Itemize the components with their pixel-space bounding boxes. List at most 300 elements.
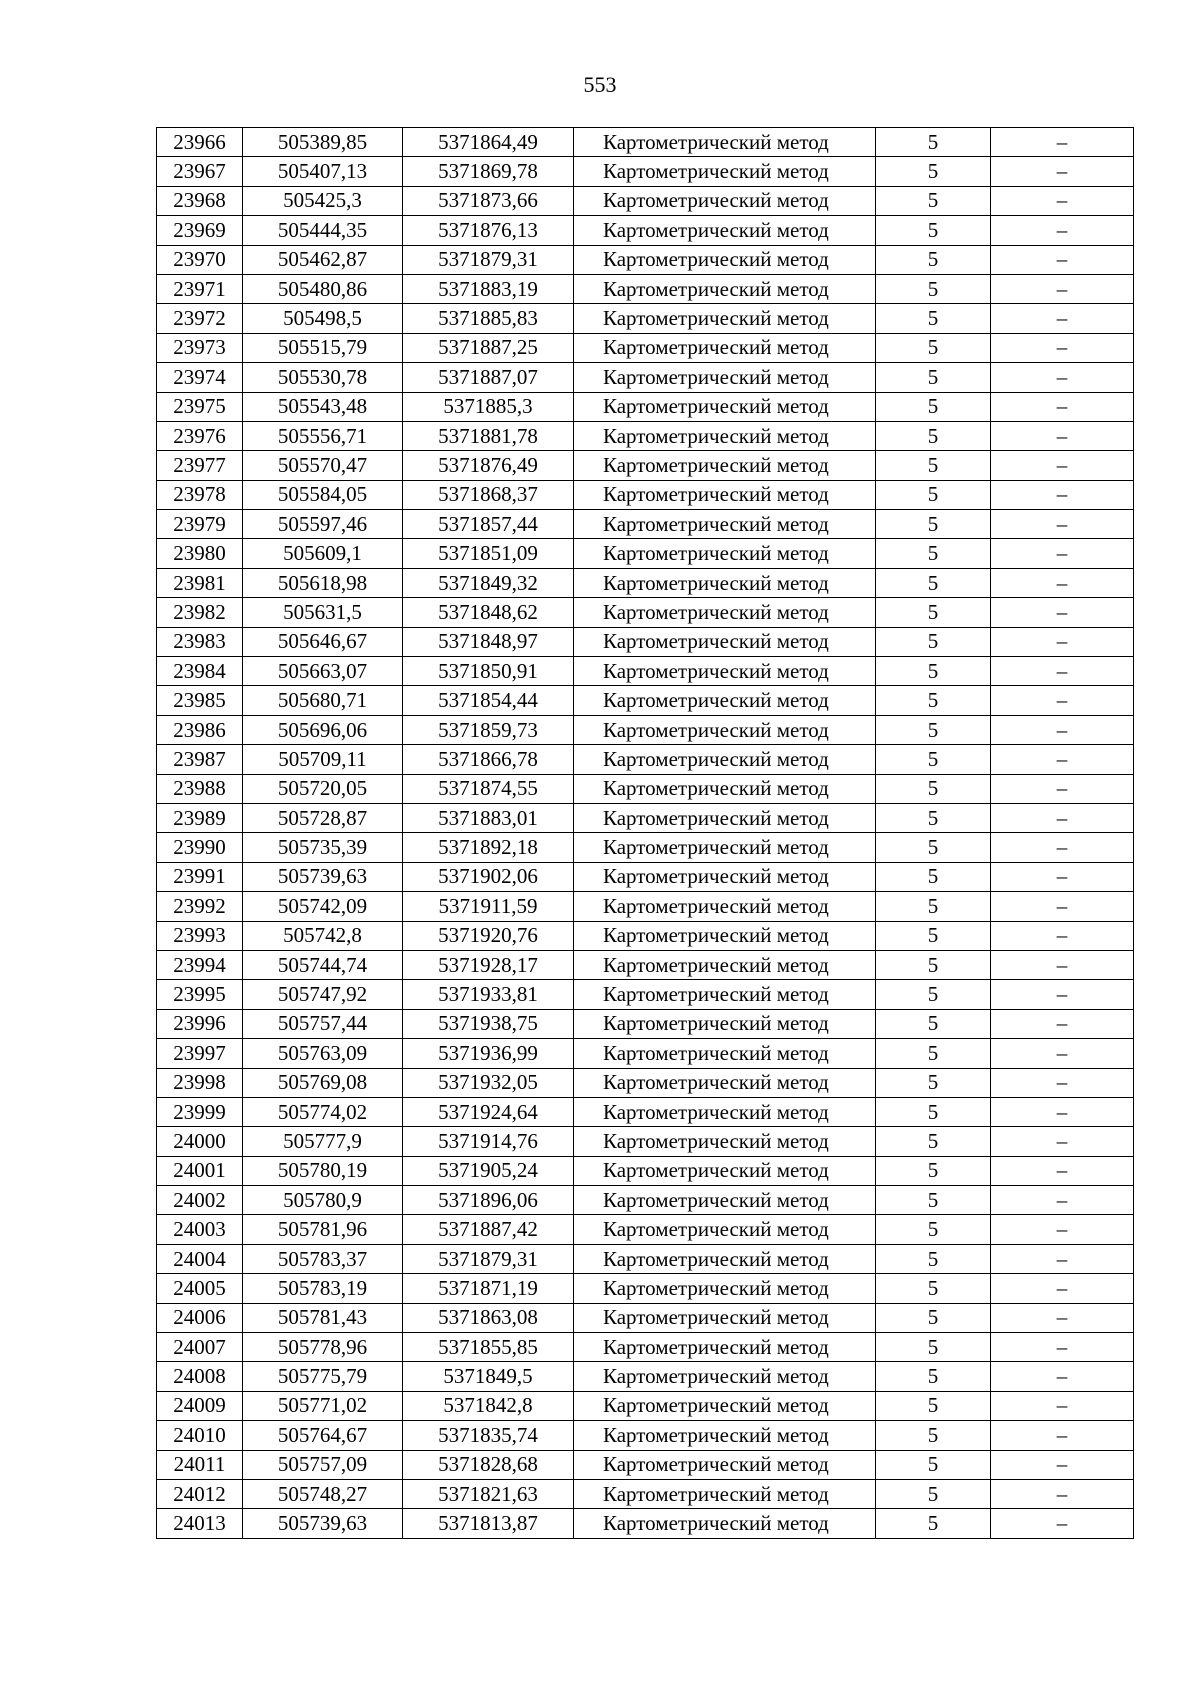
accuracy-cell: 5 [876, 627, 991, 656]
method-cell: Картометрический метод [574, 1186, 876, 1215]
description-cell: – [991, 333, 1134, 362]
x-coordinate-cell: 505783,37 [243, 1244, 403, 1273]
table-row [157, 1186, 1134, 1215]
accuracy-cell: 5 [876, 451, 991, 480]
description-cell: – [991, 1097, 1134, 1126]
point-number-cell: 24012 [157, 1479, 243, 1508]
table-row [157, 862, 1134, 891]
x-coordinate-cell: 505742,09 [243, 892, 403, 921]
x-coordinate-cell: 505771,02 [243, 1391, 403, 1420]
x-coordinate-cell: 505777,9 [243, 1127, 403, 1156]
accuracy-cell: 5 [876, 715, 991, 744]
point-number-cell: 23966 [157, 128, 243, 157]
description-cell: – [991, 480, 1134, 509]
x-coordinate-cell: 505739,63 [243, 862, 403, 891]
table-row [157, 1156, 1134, 1185]
table-row [157, 1215, 1134, 1244]
y-coordinate-cell: 5371887,07 [403, 363, 574, 392]
description-cell: – [991, 1362, 1134, 1391]
description-cell: – [991, 627, 1134, 656]
description-cell: – [991, 980, 1134, 1009]
point-number-cell: 24006 [157, 1303, 243, 1332]
method-cell: Картометрический метод [574, 1391, 876, 1420]
point-number-cell: 24000 [157, 1127, 243, 1156]
point-number-cell: 23980 [157, 539, 243, 568]
method-cell: Картометрический метод [574, 1333, 876, 1362]
description-cell: – [991, 568, 1134, 597]
point-number-cell: 23996 [157, 1009, 243, 1038]
point-number-cell: 24004 [157, 1244, 243, 1273]
y-coordinate-cell: 5371883,19 [403, 274, 574, 303]
accuracy-cell: 5 [876, 128, 991, 157]
y-coordinate-cell: 5371873,66 [403, 186, 574, 215]
point-number-cell: 23982 [157, 598, 243, 627]
method-cell: Картометрический метод [574, 1156, 876, 1185]
x-coordinate-cell: 505631,5 [243, 598, 403, 627]
description-cell: – [991, 686, 1134, 715]
method-cell: Картометрический метод [574, 1421, 876, 1450]
point-number-cell: 23991 [157, 862, 243, 891]
point-number-cell: 23990 [157, 833, 243, 862]
point-number-cell: 23979 [157, 510, 243, 539]
table-row [157, 598, 1134, 627]
accuracy-cell: 5 [876, 774, 991, 803]
x-coordinate-cell: 505748,27 [243, 1479, 403, 1508]
accuracy-cell: 5 [876, 598, 991, 627]
point-number-cell: 24005 [157, 1274, 243, 1303]
point-number-cell: 23988 [157, 774, 243, 803]
table-row [157, 1333, 1134, 1362]
y-coordinate-cell: 5371849,32 [403, 568, 574, 597]
x-coordinate-cell: 505584,05 [243, 480, 403, 509]
description-cell: – [991, 657, 1134, 686]
method-cell: Картометрический метод [574, 363, 876, 392]
accuracy-cell: 5 [876, 421, 991, 450]
y-coordinate-cell: 5371881,78 [403, 421, 574, 450]
accuracy-cell: 5 [876, 1333, 991, 1362]
x-coordinate-cell: 505709,11 [243, 745, 403, 774]
x-coordinate-cell: 505646,67 [243, 627, 403, 656]
description-cell: – [991, 598, 1134, 627]
y-coordinate-cell: 5371876,49 [403, 451, 574, 480]
point-number-cell: 23970 [157, 245, 243, 274]
description-cell: – [991, 1391, 1134, 1420]
y-coordinate-cell: 5371879,31 [403, 245, 574, 274]
point-number-cell: 23987 [157, 745, 243, 774]
table-row [157, 686, 1134, 715]
y-coordinate-cell: 5371857,44 [403, 510, 574, 539]
table-row [157, 1362, 1134, 1391]
description-cell: – [991, 1303, 1134, 1332]
point-number-cell: 23973 [157, 333, 243, 362]
method-cell: Картометрический метод [574, 274, 876, 303]
table-row [157, 568, 1134, 597]
y-coordinate-cell: 5371885,83 [403, 304, 574, 333]
method-cell: Картометрический метод [574, 510, 876, 539]
x-coordinate-cell: 505781,96 [243, 1215, 403, 1244]
table-row [157, 657, 1134, 686]
description-cell: – [991, 451, 1134, 480]
method-cell: Картометрический метод [574, 774, 876, 803]
y-coordinate-cell: 5371828,68 [403, 1450, 574, 1479]
y-coordinate-cell: 5371813,87 [403, 1509, 574, 1538]
y-coordinate-cell: 5371821,63 [403, 1479, 574, 1508]
method-cell: Картометрический метод [574, 980, 876, 1009]
accuracy-cell: 5 [876, 480, 991, 509]
description-cell: – [991, 803, 1134, 832]
x-coordinate-cell: 505780,19 [243, 1156, 403, 1185]
point-number-cell: 23992 [157, 892, 243, 921]
point-number-cell: 23999 [157, 1097, 243, 1126]
accuracy-cell: 5 [876, 921, 991, 950]
accuracy-cell: 5 [876, 304, 991, 333]
table-row [157, 304, 1134, 333]
point-number-cell: 23989 [157, 803, 243, 832]
accuracy-cell: 5 [876, 1244, 991, 1273]
accuracy-cell: 5 [876, 1303, 991, 1332]
point-number-cell: 24013 [157, 1509, 243, 1538]
y-coordinate-cell: 5371924,64 [403, 1097, 574, 1126]
x-coordinate-cell: 505444,35 [243, 216, 403, 245]
point-number-cell: 24007 [157, 1333, 243, 1362]
table-row [157, 950, 1134, 979]
table-row [157, 216, 1134, 245]
accuracy-cell: 5 [876, 1215, 991, 1244]
table-row [157, 921, 1134, 950]
x-coordinate-cell: 505757,44 [243, 1009, 403, 1038]
accuracy-cell: 5 [876, 980, 991, 1009]
description-cell: – [991, 715, 1134, 744]
description-cell: – [991, 774, 1134, 803]
table-row [157, 627, 1134, 656]
accuracy-cell: 5 [876, 803, 991, 832]
y-coordinate-cell: 5371933,81 [403, 980, 574, 1009]
description-cell: – [991, 1009, 1134, 1038]
y-coordinate-cell: 5371848,97 [403, 627, 574, 656]
description-cell: – [991, 216, 1134, 245]
accuracy-cell: 5 [876, 1450, 991, 1479]
table-row [157, 186, 1134, 215]
point-number-cell: 23997 [157, 1039, 243, 1068]
accuracy-cell: 5 [876, 1479, 991, 1508]
description-cell: – [991, 950, 1134, 979]
x-coordinate-cell: 505778,96 [243, 1333, 403, 1362]
x-coordinate-cell: 505744,74 [243, 950, 403, 979]
description-cell: – [991, 1274, 1134, 1303]
table-row [157, 1097, 1134, 1126]
accuracy-cell: 5 [876, 333, 991, 362]
y-coordinate-cell: 5371928,17 [403, 950, 574, 979]
x-coordinate-cell: 505530,78 [243, 363, 403, 392]
point-number-cell: 23974 [157, 363, 243, 392]
accuracy-cell: 5 [876, 245, 991, 274]
method-cell: Картометрический метод [574, 1127, 876, 1156]
accuracy-cell: 5 [876, 1156, 991, 1185]
description-cell: – [991, 421, 1134, 450]
table-row [157, 539, 1134, 568]
y-coordinate-cell: 5371936,99 [403, 1039, 574, 1068]
method-cell: Картометрический метод [574, 1244, 876, 1273]
y-coordinate-cell: 5371859,73 [403, 715, 574, 744]
method-cell: Картометрический метод [574, 627, 876, 656]
accuracy-cell: 5 [876, 950, 991, 979]
method-cell: Картометрический метод [574, 833, 876, 862]
method-cell: Картометрический метод [574, 1362, 876, 1391]
x-coordinate-cell: 505556,71 [243, 421, 403, 450]
description-cell: – [991, 1333, 1134, 1362]
y-coordinate-cell: 5371892,18 [403, 833, 574, 862]
table-row [157, 803, 1134, 832]
point-number-cell: 24002 [157, 1186, 243, 1215]
description-cell: – [991, 510, 1134, 539]
y-coordinate-cell: 5371938,75 [403, 1009, 574, 1038]
method-cell: Картометрический метод [574, 1215, 876, 1244]
accuracy-cell: 5 [876, 1068, 991, 1097]
method-cell: Картометрический метод [574, 392, 876, 421]
x-coordinate-cell: 505783,19 [243, 1274, 403, 1303]
table-row [157, 774, 1134, 803]
x-coordinate-cell: 505763,09 [243, 1039, 403, 1068]
table-row [157, 1039, 1134, 1068]
y-coordinate-cell: 5371887,42 [403, 1215, 574, 1244]
table-row [157, 1009, 1134, 1038]
accuracy-cell: 5 [876, 568, 991, 597]
y-coordinate-cell: 5371905,24 [403, 1156, 574, 1185]
accuracy-cell: 5 [876, 1186, 991, 1215]
accuracy-cell: 5 [876, 539, 991, 568]
point-number-cell: 23981 [157, 568, 243, 597]
accuracy-cell: 5 [876, 1039, 991, 1068]
accuracy-cell: 5 [876, 363, 991, 392]
method-cell: Картометрический метод [574, 304, 876, 333]
method-cell: Картометрический метод [574, 539, 876, 568]
point-number-cell: 23985 [157, 686, 243, 715]
y-coordinate-cell: 5371887,25 [403, 333, 574, 362]
point-number-cell: 23984 [157, 657, 243, 686]
y-coordinate-cell: 5371851,09 [403, 539, 574, 568]
method-cell: Картометрический метод [574, 1450, 876, 1479]
page-number: 553 [583, 72, 617, 97]
x-coordinate-cell: 505764,67 [243, 1421, 403, 1450]
point-number-cell: 24008 [157, 1362, 243, 1391]
method-cell: Картометрический метод [574, 598, 876, 627]
y-coordinate-cell: 5371879,31 [403, 1244, 574, 1273]
accuracy-cell: 5 [876, 1009, 991, 1038]
point-number-cell: 23976 [157, 421, 243, 450]
description-cell: – [991, 1479, 1134, 1508]
method-cell: Картометрический метод [574, 480, 876, 509]
point-number-cell: 23993 [157, 921, 243, 950]
point-number-cell: 23971 [157, 274, 243, 303]
description-cell: – [991, 1156, 1134, 1185]
point-number-cell: 23968 [157, 186, 243, 215]
y-coordinate-cell: 5371914,76 [403, 1127, 574, 1156]
table-row [157, 157, 1134, 186]
description-cell: – [991, 245, 1134, 274]
method-cell: Картометрический метод [574, 245, 876, 274]
y-coordinate-cell: 5371835,74 [403, 1421, 574, 1450]
accuracy-cell: 5 [876, 392, 991, 421]
table-row [157, 274, 1134, 303]
table-row [157, 715, 1134, 744]
x-coordinate-cell: 505780,9 [243, 1186, 403, 1215]
y-coordinate-cell: 5371896,06 [403, 1186, 574, 1215]
description-cell: – [991, 1039, 1134, 1068]
description-cell: – [991, 1450, 1134, 1479]
method-cell: Картометрический метод [574, 128, 876, 157]
y-coordinate-cell: 5371863,08 [403, 1303, 574, 1332]
description-cell: – [991, 1244, 1134, 1273]
table-row [157, 480, 1134, 509]
description-cell: – [991, 862, 1134, 891]
point-number-cell: 23978 [157, 480, 243, 509]
y-coordinate-cell: 5371842,8 [403, 1391, 574, 1420]
point-number-cell: 23986 [157, 715, 243, 744]
y-coordinate-cell: 5371911,59 [403, 892, 574, 921]
x-coordinate-cell: 505480,86 [243, 274, 403, 303]
x-coordinate-cell: 505775,79 [243, 1362, 403, 1391]
x-coordinate-cell: 505609,1 [243, 539, 403, 568]
table-row [157, 1479, 1134, 1508]
table-row [157, 510, 1134, 539]
table-row [157, 1509, 1134, 1538]
accuracy-cell: 5 [876, 1274, 991, 1303]
point-number-cell: 23972 [157, 304, 243, 333]
y-coordinate-cell: 5371883,01 [403, 803, 574, 832]
y-coordinate-cell: 5371871,19 [403, 1274, 574, 1303]
description-cell: – [991, 1421, 1134, 1450]
x-coordinate-cell: 505425,3 [243, 186, 403, 215]
x-coordinate-cell: 505663,07 [243, 657, 403, 686]
description-cell: – [991, 833, 1134, 862]
description-cell: – [991, 1215, 1134, 1244]
point-number-cell: 24001 [157, 1156, 243, 1185]
point-number-cell: 23969 [157, 216, 243, 245]
accuracy-cell: 5 [876, 745, 991, 774]
table-row [157, 333, 1134, 362]
coordinates-table-body [157, 128, 1134, 1539]
method-cell: Картометрический метод [574, 862, 876, 891]
method-cell: Картометрический метод [574, 892, 876, 921]
description-cell: – [991, 1509, 1134, 1538]
table-row [157, 1274, 1134, 1303]
x-coordinate-cell: 505543,48 [243, 392, 403, 421]
table-row [157, 980, 1134, 1009]
accuracy-cell: 5 [876, 157, 991, 186]
point-number-cell: 23967 [157, 157, 243, 186]
method-cell: Картометрический метод [574, 745, 876, 774]
method-cell: Картометрический метод [574, 1097, 876, 1126]
method-cell: Картометрический метод [574, 186, 876, 215]
table-row [157, 1421, 1134, 1450]
x-coordinate-cell: 505515,79 [243, 333, 403, 362]
y-coordinate-cell: 5371849,5 [403, 1362, 574, 1391]
accuracy-cell: 5 [876, 1362, 991, 1391]
x-coordinate-cell: 505570,47 [243, 451, 403, 480]
x-coordinate-cell: 505781,43 [243, 1303, 403, 1332]
x-coordinate-cell: 505618,98 [243, 568, 403, 597]
accuracy-cell: 5 [876, 862, 991, 891]
x-coordinate-cell: 505739,63 [243, 1509, 403, 1538]
description-cell: – [991, 274, 1134, 303]
y-coordinate-cell: 5371850,91 [403, 657, 574, 686]
x-coordinate-cell: 505757,09 [243, 1450, 403, 1479]
table-row [157, 1244, 1134, 1273]
accuracy-cell: 5 [876, 1127, 991, 1156]
x-coordinate-cell: 505774,02 [243, 1097, 403, 1126]
accuracy-cell: 5 [876, 1391, 991, 1420]
x-coordinate-cell: 505389,85 [243, 128, 403, 157]
x-coordinate-cell: 505735,39 [243, 833, 403, 862]
accuracy-cell: 5 [876, 1097, 991, 1126]
accuracy-cell: 5 [876, 216, 991, 245]
point-number-cell: 24003 [157, 1215, 243, 1244]
method-cell: Картометрический метод [574, 1009, 876, 1038]
description-cell: – [991, 921, 1134, 950]
point-number-cell: 23994 [157, 950, 243, 979]
table-row [157, 745, 1134, 774]
table-row [157, 1127, 1134, 1156]
method-cell: Картометрический метод [574, 657, 876, 686]
y-coordinate-cell: 5371902,06 [403, 862, 574, 891]
point-number-cell: 23998 [157, 1068, 243, 1097]
description-cell: – [991, 392, 1134, 421]
method-cell: Картометрический метод [574, 1039, 876, 1068]
y-coordinate-cell: 5371874,55 [403, 774, 574, 803]
description-cell: – [991, 363, 1134, 392]
description-cell: – [991, 1186, 1134, 1215]
point-number-cell: 23977 [157, 451, 243, 480]
method-cell: Картометрический метод [574, 686, 876, 715]
x-coordinate-cell: 505742,8 [243, 921, 403, 950]
description-cell: – [991, 1127, 1134, 1156]
x-coordinate-cell: 505728,87 [243, 803, 403, 832]
y-coordinate-cell: 5371876,13 [403, 216, 574, 245]
table-row [157, 451, 1134, 480]
point-number-cell: 23995 [157, 980, 243, 1009]
coordinates-table [156, 127, 1134, 1539]
accuracy-cell: 5 [876, 186, 991, 215]
x-coordinate-cell: 505720,05 [243, 774, 403, 803]
x-coordinate-cell: 505769,08 [243, 1068, 403, 1097]
x-coordinate-cell: 505407,13 [243, 157, 403, 186]
table-row [157, 892, 1134, 921]
method-cell: Картометрический метод [574, 715, 876, 744]
method-cell: Картометрический метод [574, 1068, 876, 1097]
table-row [157, 392, 1134, 421]
description-cell: – [991, 539, 1134, 568]
table-row [157, 1391, 1134, 1420]
description-cell: – [991, 157, 1134, 186]
table-row [157, 245, 1134, 274]
description-cell: – [991, 186, 1134, 215]
accuracy-cell: 5 [876, 686, 991, 715]
table-row [157, 1450, 1134, 1479]
method-cell: Картометрический метод [574, 1479, 876, 1508]
description-cell: – [991, 745, 1134, 774]
description-cell: – [991, 1068, 1134, 1097]
x-coordinate-cell: 505597,46 [243, 510, 403, 539]
accuracy-cell: 5 [876, 510, 991, 539]
x-coordinate-cell: 505696,06 [243, 715, 403, 744]
y-coordinate-cell: 5371869,78 [403, 157, 574, 186]
table-row [157, 1303, 1134, 1332]
y-coordinate-cell: 5371848,62 [403, 598, 574, 627]
method-cell: Картометрический метод [574, 333, 876, 362]
y-coordinate-cell: 5371866,78 [403, 745, 574, 774]
point-number-cell: 23983 [157, 627, 243, 656]
method-cell: Картометрический метод [574, 921, 876, 950]
